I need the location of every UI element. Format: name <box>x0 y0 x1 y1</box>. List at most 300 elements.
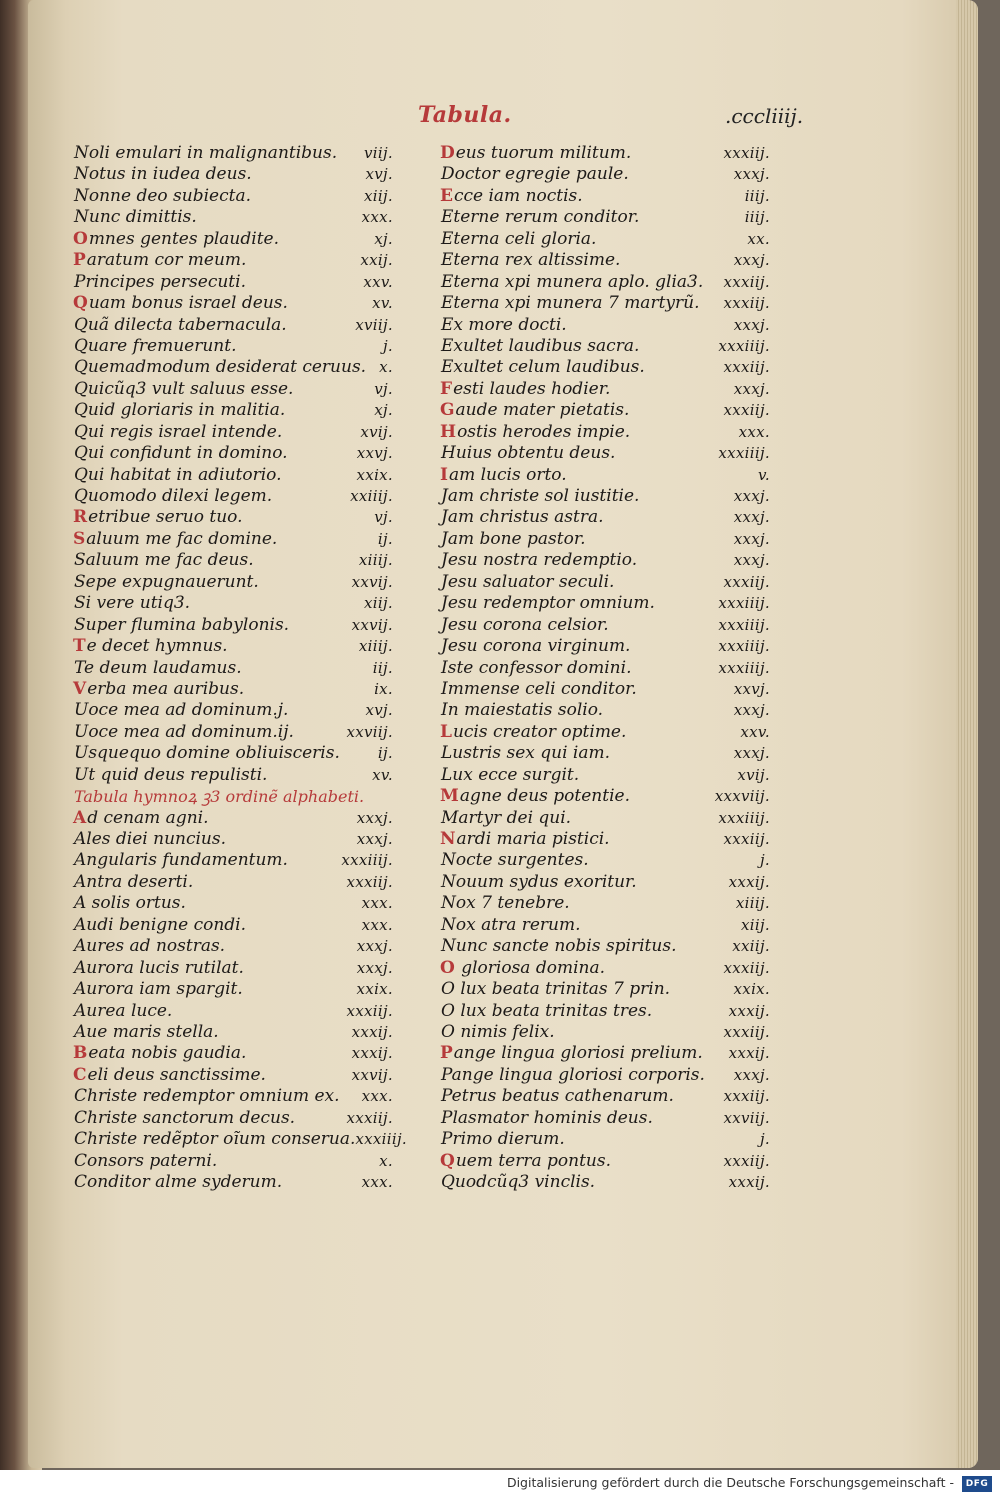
entry-text: Christe sanctorum decus. <box>74 1107 296 1128</box>
index-entry <box>440 850 770 871</box>
entry-text: Nouum sydus exoritur. <box>441 871 637 892</box>
entry-text: Angularis fundamentum. <box>74 850 288 871</box>
entry-title <box>440 400 629 421</box>
entry-folio-number: xxxiij. <box>723 144 770 162</box>
entry-folio-number: xj. <box>374 401 393 420</box>
index-entry <box>440 658 770 679</box>
index-entry <box>440 743 770 764</box>
index-entry <box>73 250 393 271</box>
entry-text: Tabula hymnoꝝ ꝫ3 ordinẽ alphabeti. <box>74 787 365 807</box>
entry-text: Noli emulari in malignantibus. <box>74 143 338 163</box>
entry-text: d cenam agni. <box>87 807 209 828</box>
entry-title <box>440 593 655 614</box>
rubricated-initial: R <box>73 507 88 528</box>
entry-folio-number: xxxiij. <box>723 1151 770 1170</box>
entry-folio-number: x. <box>379 358 393 377</box>
rubricated-initial: H <box>440 421 457 442</box>
entry-text: ange lingua gloriosi prelium. <box>453 1043 703 1064</box>
entry-folio-number: xxxiiij. <box>718 444 770 463</box>
entry-title <box>73 1043 246 1064</box>
entry-title <box>440 186 583 207</box>
entry-text: Qui regis israel intende. <box>74 421 283 442</box>
index-entry <box>440 143 770 164</box>
index-entry <box>440 250 770 271</box>
entry-text: Quare fremuerunt. <box>74 335 237 356</box>
entry-text: Lustris sex qui iam. <box>441 743 611 764</box>
entry-folio-number: xiij. <box>741 915 770 934</box>
entry-title <box>440 958 605 979</box>
index-entry <box>440 507 770 528</box>
entry-folio-number: xvij. <box>360 422 393 441</box>
entry-title <box>440 1108 653 1129</box>
entry-text: Primo dierum. <box>441 1129 565 1150</box>
entry-folio-number: xxvj. <box>733 679 770 698</box>
index-entry <box>73 915 393 936</box>
index-entry <box>73 765 393 786</box>
entry-title <box>73 915 246 936</box>
rubricated-initial: D <box>440 143 455 163</box>
entry-folio-number: xxxiij. <box>346 872 393 891</box>
index-entry <box>73 207 393 228</box>
entry-folio-number: xxxj. <box>356 937 393 956</box>
entry-title <box>73 1022 219 1043</box>
index-entry <box>440 1151 770 1172</box>
entry-text: Antra deserti. <box>74 871 194 892</box>
entry-folio-number: xxxiiij. <box>718 637 770 656</box>
entry-text: Nunc dimittis. <box>74 207 197 228</box>
rubricated-initial: F <box>440 378 453 399</box>
entry-folio-number: xxxiij. <box>346 1108 393 1127</box>
entry-folio-number: j. <box>382 336 393 355</box>
index-entry <box>440 164 770 185</box>
entry-folio-number: xxxiiij. <box>718 615 770 634</box>
index-entry <box>440 293 770 314</box>
entry-text: Doctor egregie paule. <box>441 164 629 185</box>
entry-title <box>440 486 639 507</box>
entry-text: esti laudes hodier. <box>453 378 611 399</box>
entry-text: Aures ad nostras. <box>74 936 226 957</box>
entry-folio-number: xiiij. <box>358 637 393 656</box>
entry-folio-number: xxxj. <box>733 1065 770 1084</box>
entry-folio-number: xvij. <box>737 765 770 784</box>
entry-text: Te deum laudamus. <box>74 657 242 678</box>
entry-folio-number: xxxj. <box>733 487 770 505</box>
entry-text: Nocte surgentes. <box>441 850 589 871</box>
entry-text: mnes gentes plaudite. <box>88 228 279 249</box>
entry-text: Ut quid deus repulisti. <box>74 764 268 785</box>
entry-text: Lux ecce surgit. <box>441 764 580 785</box>
index-entry <box>73 1172 393 1193</box>
rubricated-initial: L <box>440 721 452 742</box>
index-entry <box>73 507 393 528</box>
entry-title <box>73 658 242 679</box>
index-entry <box>73 979 393 1000</box>
rubricated-initial: P <box>73 250 86 271</box>
entry-folio-number: v. <box>757 465 770 484</box>
entry-folio-number: xxiiij. <box>350 487 393 505</box>
index-entry <box>440 936 770 957</box>
entry-folio-number: xxxj. <box>733 744 770 763</box>
index-entry <box>440 1108 770 1129</box>
page-fore-edge <box>956 0 978 1468</box>
entry-title <box>440 1043 703 1064</box>
index-entry <box>440 400 770 421</box>
entry-title <box>440 1065 705 1086</box>
entry-folio-number: iiij. <box>744 208 770 227</box>
entry-folio-number: xxxiij. <box>723 958 770 977</box>
index-entry <box>440 1001 770 1022</box>
entry-text: ucis creator optime. <box>452 721 627 742</box>
index-entry <box>73 1001 393 1022</box>
entry-title <box>73 700 288 721</box>
entry-title <box>440 336 639 357</box>
index-entry <box>73 679 393 700</box>
rubricated-initial: O <box>440 957 455 978</box>
entry-text: Audi benigne condi. <box>74 914 247 935</box>
entry-title <box>73 893 186 914</box>
entry-folio-number: xvj. <box>365 165 393 184</box>
entry-folio-number: xxxiiij. <box>355 1130 407 1149</box>
rubricated-initial: C <box>73 1064 87 1085</box>
entry-title <box>440 829 610 850</box>
entry-title <box>440 915 581 936</box>
index-entry <box>73 486 393 507</box>
entry-title <box>440 507 604 528</box>
entry-folio-number: xxxiij. <box>723 272 770 291</box>
entry-title <box>440 765 579 786</box>
entry-folio-number: ix. <box>374 679 393 698</box>
entry-title <box>440 293 700 314</box>
index-entry <box>73 379 393 400</box>
index-entry <box>440 379 770 400</box>
entry-folio-number: xxvij. <box>351 615 393 634</box>
entry-title <box>73 272 246 293</box>
entry-title <box>440 1022 555 1043</box>
index-entry <box>440 979 770 1000</box>
index-entry <box>73 400 393 421</box>
entry-title <box>440 1086 674 1107</box>
entry-folio-number: xiij. <box>364 594 393 613</box>
entry-folio-number: xxxiij. <box>723 294 770 313</box>
entry-title <box>73 315 287 336</box>
entry-title <box>440 808 571 829</box>
entry-title <box>440 379 610 400</box>
entry-folio-number: xv. <box>372 765 393 784</box>
entry-title <box>73 979 243 1000</box>
index-entry <box>73 1108 393 1129</box>
entry-folio-number: xxxj. <box>356 958 393 977</box>
entry-folio-number: xxxiij. <box>723 830 770 848</box>
index-entry <box>440 872 770 893</box>
entry-text: Ales diei nuncius. <box>74 829 227 849</box>
entry-title <box>440 207 639 228</box>
entry-text: Consors paterni. <box>74 1150 218 1171</box>
entry-text: Usquequo domine obliuisceris. <box>74 743 340 764</box>
dfg-logo: DFG <box>962 1476 992 1492</box>
rubricated-initial: E <box>440 185 453 206</box>
index-entry <box>73 443 393 464</box>
entry-text: eata nobis gaudia. <box>88 1043 247 1064</box>
rubricated-initial: G <box>440 400 455 421</box>
entry-title <box>73 1129 355 1150</box>
entry-title <box>73 679 244 700</box>
index-entry <box>73 272 393 293</box>
entry-folio-number: xxxij. <box>728 1044 770 1063</box>
entry-title <box>73 615 289 636</box>
entry-text: Aurea luce. <box>74 1000 173 1021</box>
entry-folio-number: xxx. <box>361 1173 393 1191</box>
entry-folio-number: iiij. <box>744 186 770 205</box>
entry-text: Quicũq3 vult saluus esse. <box>74 378 294 399</box>
entry-text: O lux beata trinitas tres. <box>441 1000 653 1021</box>
index-entry <box>73 315 393 336</box>
entry-title <box>73 422 282 443</box>
entry-title <box>440 850 589 871</box>
entry-title <box>440 1001 652 1022</box>
entry-folio-number: xxv. <box>740 722 770 741</box>
index-entry <box>73 1065 393 1086</box>
index-entry <box>73 465 393 486</box>
rubricated-initial: B <box>73 1043 88 1064</box>
entry-text: Nonne deo subiecta. <box>74 185 251 206</box>
entry-text: Pange lingua gloriosi corporis. <box>441 1064 705 1085</box>
entry-folio-number: xxxj. <box>733 508 770 527</box>
entry-folio-number: xxx. <box>361 1087 393 1106</box>
entry-folio-number: xxix. <box>733 980 770 999</box>
entry-folio-number: viij. <box>364 144 393 162</box>
entry-text: Qui confidunt in domino. <box>74 443 288 464</box>
index-entry <box>440 443 770 464</box>
entry-folio-number: xxvj. <box>356 444 393 463</box>
entry-title <box>440 872 637 893</box>
rubricated-initial: N <box>440 829 456 849</box>
entry-title <box>73 765 267 786</box>
entry-folio-number: xxxij. <box>351 1044 393 1063</box>
rubricated-initial: P <box>440 1043 453 1064</box>
index-entry <box>73 700 393 721</box>
entry-folio-number: xxxiiij. <box>718 594 770 613</box>
entry-text: Uoce mea ad dominum.ij. <box>74 721 294 742</box>
entry-text: Eterna xpi munera 7 martyrũ. <box>441 293 700 314</box>
entry-folio-number: xiij. <box>364 186 393 205</box>
entry-folio-number: xx. <box>747 229 770 248</box>
entry-title <box>73 936 225 957</box>
index-entry <box>440 615 770 636</box>
index-entry <box>440 915 770 936</box>
entry-title <box>440 229 596 250</box>
entry-title <box>440 550 637 571</box>
entry-title <box>440 786 630 807</box>
entry-text: Exultet laudibus sacra. <box>441 335 640 356</box>
entry-text: Jesu redemptor omnium. <box>441 593 655 614</box>
entry-folio-number: xj. <box>374 229 393 248</box>
index-entry <box>73 1151 393 1172</box>
entry-text: erba mea auribus. <box>87 678 245 699</box>
entry-folio-number: xxxij. <box>351 1022 393 1041</box>
entry-title <box>440 1151 611 1172</box>
entry-text: Quodcũq3 vinclis. <box>441 1172 596 1192</box>
entry-text: A solis ortus. <box>74 893 186 914</box>
index-entry <box>440 422 770 443</box>
index-entry <box>440 1086 770 1107</box>
index-entry <box>440 1129 770 1150</box>
entry-title <box>73 400 285 421</box>
entry-folio-number: xxxj. <box>356 830 393 848</box>
entry-folio-number: ij. <box>377 744 393 763</box>
index-entry <box>73 722 393 743</box>
entry-text: Jam christus astra. <box>441 507 604 528</box>
index-entry <box>73 829 393 850</box>
entry-text: Jesu corona virginum. <box>441 636 631 657</box>
entry-folio-number: xxxiiij. <box>718 658 770 677</box>
index-entry <box>440 336 770 357</box>
entry-folio-number: vj. <box>374 508 393 527</box>
entry-text: Eterna rex altissime. <box>441 250 621 271</box>
entry-folio-number: xv. <box>372 294 393 313</box>
entry-text: e decet hymnus. <box>86 636 228 657</box>
entry-title <box>73 872 193 893</box>
entry-folio-number: xxix. <box>356 980 393 999</box>
entry-title <box>73 164 252 185</box>
entry-text: Quid gloriaris in malitia. <box>74 400 286 421</box>
entry-folio-number: xxxviij. <box>714 787 770 806</box>
entry-folio-number: xxvij. <box>351 572 393 591</box>
running-head: Tabula. <box>418 102 512 128</box>
entry-text: Christe redemptor omnium ex. <box>74 1086 340 1107</box>
entry-title <box>73 743 340 764</box>
entry-text: Aurora lucis rutilat. <box>74 957 244 978</box>
entry-folio-number: xxxj. <box>733 251 770 270</box>
entry-title <box>73 1172 282 1193</box>
entry-folio-number: xxxiiij. <box>341 851 393 870</box>
entry-title <box>440 743 610 764</box>
entry-title <box>440 658 631 679</box>
entry-title <box>73 593 190 614</box>
index-entry <box>73 164 393 185</box>
entry-title <box>73 186 251 207</box>
entry-folio-number: xxxj. <box>733 701 770 720</box>
entry-title <box>73 486 272 507</box>
entry-folio-number: xxx. <box>361 915 393 934</box>
index-entry <box>440 700 770 721</box>
entry-text: cce iam noctis. <box>453 185 583 206</box>
index-entry <box>73 572 393 593</box>
entry-title <box>440 357 645 378</box>
entry-text: eli deus sanctissime. <box>87 1064 266 1085</box>
index-entry <box>440 1043 770 1064</box>
entry-text: Huius obtentu deus. <box>441 443 616 464</box>
index-entry <box>73 958 393 979</box>
entry-title <box>73 850 288 871</box>
entry-folio-number: xxviij. <box>346 722 393 741</box>
entry-folio-number: xxxiij. <box>723 1087 770 1106</box>
entry-text: uem terra pontus. <box>455 1150 612 1171</box>
entry-folio-number: j. <box>759 851 770 870</box>
index-entry <box>440 958 770 979</box>
index-entry <box>440 357 770 378</box>
entry-title <box>73 550 254 571</box>
entry-text: Saluum me fac deus. <box>74 550 254 571</box>
entry-folio-number: xiiij. <box>735 894 770 913</box>
entry-title <box>440 443 615 464</box>
entry-text: Sepe expugnauerunt. <box>74 571 259 592</box>
entry-text: agne deus potentie. <box>459 786 630 807</box>
index-entry <box>73 1022 393 1043</box>
index-entry <box>73 357 393 378</box>
entry-text: Aue maris stella. <box>74 1021 219 1042</box>
entry-text: eus tuorum militum. <box>455 143 632 163</box>
index-entry <box>73 1043 393 1064</box>
entry-folio-number: iij. <box>372 658 393 677</box>
index-entry <box>73 550 393 571</box>
index-entry <box>440 808 770 829</box>
index-entry <box>73 529 393 550</box>
entry-folio-number: xxxj. <box>733 165 770 184</box>
entry-title <box>73 1151 217 1172</box>
index-entry <box>440 315 770 336</box>
entry-folio-number: xxviij. <box>723 1108 770 1127</box>
entry-folio-number: xxvij. <box>351 1065 393 1084</box>
entry-folio-number: xxix. <box>356 465 393 484</box>
entry-title <box>440 722 626 743</box>
left-column <box>73 143 407 1193</box>
index-entry <box>440 229 770 250</box>
entry-text: aratum cor meum. <box>86 250 247 271</box>
entry-title <box>440 700 603 721</box>
rubricated-initial: O <box>73 228 88 249</box>
entry-text: Jesu corona celsior. <box>441 614 609 635</box>
entry-text: Nox 7 tenebre. <box>441 893 570 914</box>
entry-folio-number: xxv. <box>363 272 393 291</box>
index-entry <box>440 207 770 228</box>
index-entry <box>440 786 770 807</box>
entry-title <box>440 615 609 636</box>
footer-credit: Digitalisierung gefördert durch die Deutsche Forschungsgemeinschaft - <box>506 1475 954 1490</box>
index-entry <box>73 850 393 871</box>
entry-text: am lucis orto. <box>448 464 567 485</box>
entry-text: Super flumina babylonis. <box>74 614 290 635</box>
index-entry <box>73 593 393 614</box>
rubricated-initial: T <box>73 636 86 657</box>
entry-text: Quemadmodum desiderat ceruus. <box>74 357 367 378</box>
entry-title <box>73 443 288 464</box>
index-entry <box>440 529 770 550</box>
entry-folio-number: xxxiij. <box>723 1022 770 1041</box>
entry-title <box>440 636 630 657</box>
entry-folio-number: xxxiiij. <box>718 336 770 355</box>
rubricated-initial: A <box>73 807 87 828</box>
index-entry <box>73 1129 407 1150</box>
index-entry <box>440 893 770 914</box>
entry-text: uam bonus israel deus. <box>88 293 288 314</box>
entry-title <box>440 272 703 293</box>
entry-folio-number: xxij. <box>360 251 393 270</box>
entry-title <box>73 143 337 164</box>
entry-text: Conditor alme syderum. <box>74 1172 283 1192</box>
entry-text: ardi maria pistici. <box>456 829 610 849</box>
entry-text: Aurora iam spargit. <box>74 979 243 1000</box>
index-entry <box>440 465 770 486</box>
entry-text: Christe redẽptor oĩum conserua. <box>74 1129 356 1150</box>
entry-text: Plasmator hominis deus. <box>441 1107 653 1128</box>
entry-folio-number: xviij. <box>355 315 393 334</box>
entry-folio-number: xiiij. <box>358 551 393 570</box>
index-entry <box>440 1172 770 1193</box>
index-entry <box>440 1065 770 1086</box>
entry-text: Notus in iudea deus. <box>74 164 252 185</box>
rubricated-initial: Q <box>440 1150 455 1171</box>
entry-folio-number: xvj. <box>365 701 393 720</box>
